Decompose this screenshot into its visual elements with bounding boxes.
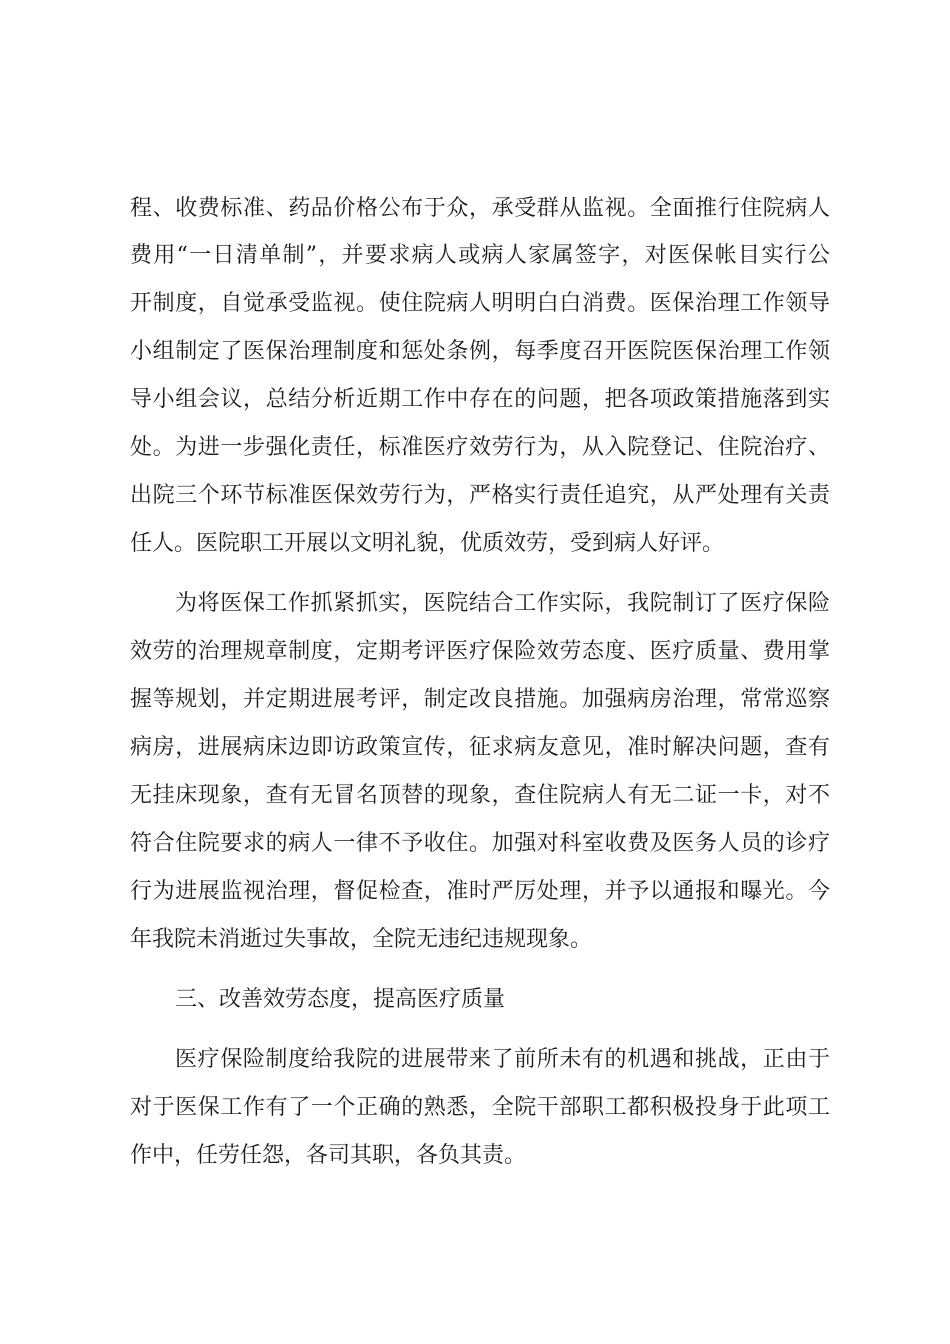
- paragraph-3-line-1: 医疗保险制度给我院的进展带来了前所未有的机遇和挑战，正由于: [175, 1047, 830, 1072]
- paragraph-2-line-7: 行为进展监视治理，督促检查，准时严厉处理，并予以通报和曝光。今: [130, 879, 830, 904]
- paragraph-1-line-2: 费用“一日清单制”，并要求病人或病人家属签字，对医保帐目实行公: [130, 243, 830, 268]
- paragraph-2-line-1: 为将医保工作抓紧抓实，医院结合工作实际，我院制订了医疗保险: [175, 591, 830, 616]
- paragraph-3-line-2: 对于医保工作有了一个正确的熟悉，全院干部职工都积极投身于此项工: [130, 1095, 830, 1120]
- paragraph-2-line-3: 握等规划，并定期进展考评，制定改良措施。加强病房治理，常常巡察: [130, 687, 830, 712]
- paragraph-2-line-6: 符合住院要求的病人一律不予收住。加强对科室收费及医务人员的诊疗: [130, 831, 830, 856]
- paragraph-2-line-2: 效劳的治理规章制度，定期考评医疗保险效劳态度、医疗质量、费用掌: [130, 639, 830, 664]
- paragraph-1-line-4: 小组制定了医保治理制度和惩处条例，每季度召开医院医保治理工作领: [130, 339, 830, 364]
- paragraph-3-line-3: 作中，任劳任怨，各司其职，各负其责。: [130, 1143, 527, 1168]
- paragraph-1-line-5: 导小组会议，总结分析近期工作中存在的问题，把各项政策措施落到实: [130, 387, 830, 412]
- paragraph-1-line-8: 任人。医院职工开展以文明礼貌，优质效劳，受到病人好评。: [130, 531, 725, 556]
- paragraph-1-line-6: 处。为进一步强化责任，标准医疗效劳行为，从入院登记、住院治疗、: [130, 435, 830, 460]
- paragraph-1-line-1: 程、收费标准、药品价格公布于众，承受群从监视。全面推行住院病人: [130, 196, 830, 221]
- paragraph-2-line-4: 病房，进展病床边即访政策宣传，征求病友意见，准时解决问题，查有: [130, 735, 830, 760]
- paragraph-1-line-7: 出院三个环节标准医保效劳行为，严格实行责任追究，从严处理有关责: [130, 483, 830, 508]
- section-heading: 三、改善效劳态度，提高医疗质量: [175, 987, 506, 1012]
- paragraph-2-line-5: 无挂床现象，查有无冒名顶替的现象，查住院病人有无二证一卡，对不: [130, 783, 830, 808]
- paragraph-2-line-8: 年我院未消逝过失事故，全院无违纪违规现象。: [130, 927, 593, 952]
- paragraph-1-line-3: 开制度，自觉承受监视。使住院病人明明白白消费。医保治理工作领导: [130, 291, 830, 316]
